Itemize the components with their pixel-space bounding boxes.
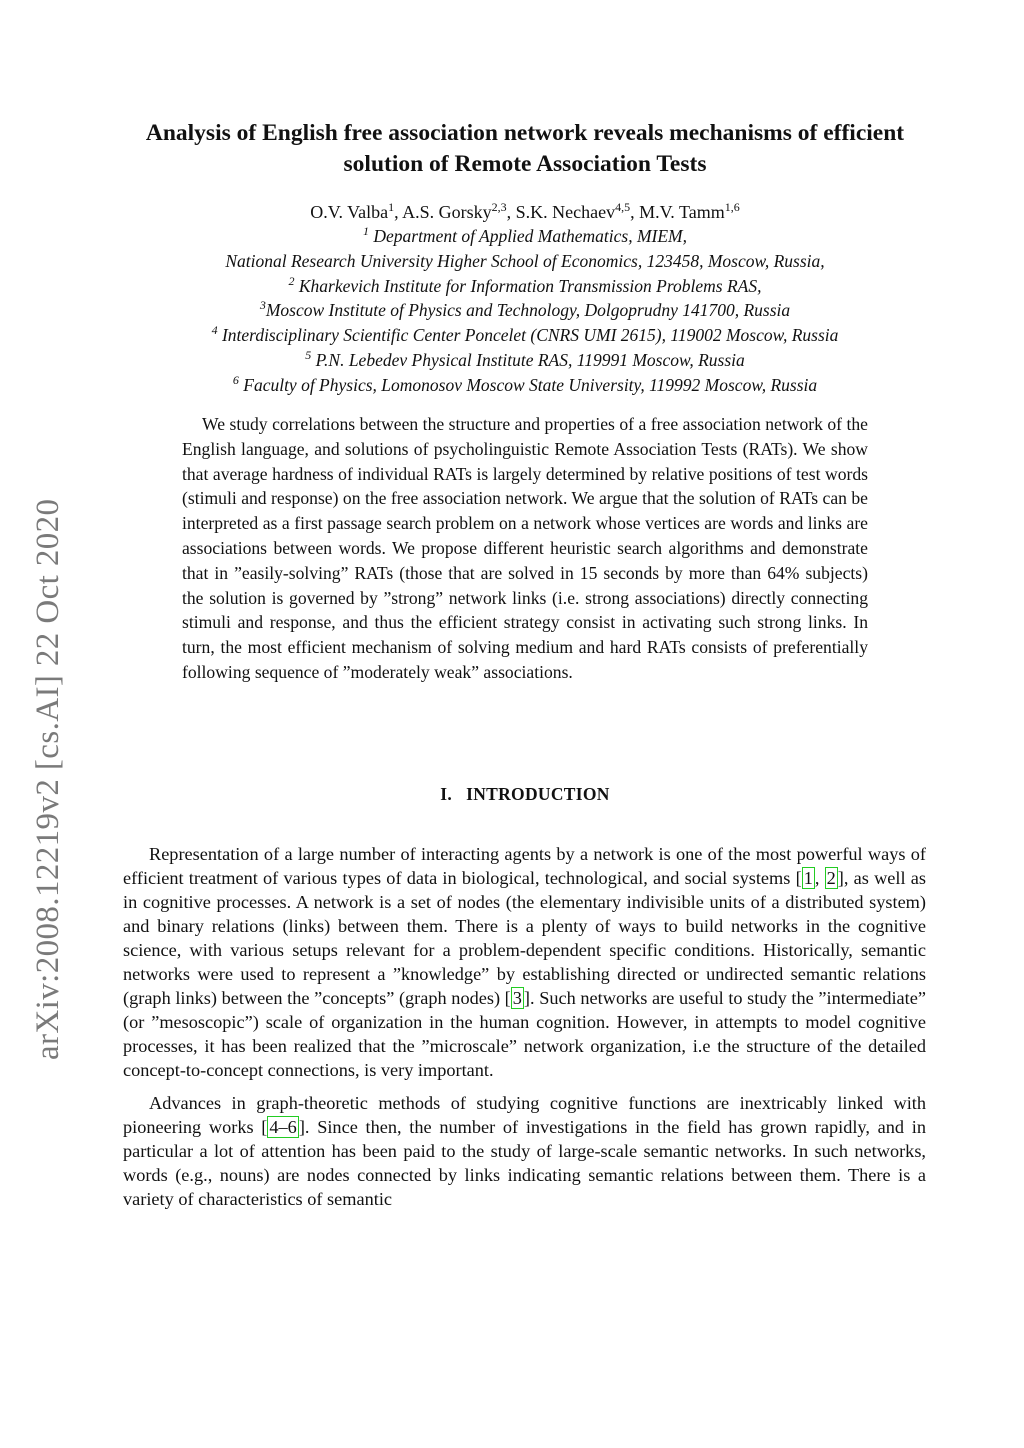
affiliation-sup: 5 [305, 348, 312, 363]
author-list: O.V. Valba$^1$, A.S. Gorsky$^{2,3}$, S.K. Nechaev$^{4,5}$, M.V. Tamm$^{1,6}$ [310, 200, 740, 222]
affiliation-text: National Research University Higher School of Economics, 123458, Moscow, Russia, [225, 250, 825, 271]
affiliation-text: Moscow Institute of Physics and Technology, Dolgoprudny 141700, Russia [265, 300, 791, 321]
affiliation-text: Faculty of Physics, Lomonosov Moscow State University, 119992 Moscow, Russia [243, 374, 818, 395]
paragraph: Representation of a large number of interacting agents by a network is one of the most powerful ways of efficient treatment of various types of data in biological, technological, and social systems [ 1 , 2 ], as well as in cognitive processes. A network is a set of nodes (the elementary indivisible units of a distributed system) and binary relations (links) between them. There is a plenty of ways to build networks in the cognitive science, with various setups relevant for a problem-dependent specific conditions. Historically, semantic networks were used to represent a ”knowledge” by establishing directed or undirected semantic relations (graph links) between the ”concepts” (graph nodes) [ 3 ]. Such networks are useful to study the ”intermediate” (or ”mesoscopic”) scale of organization in the human cognition. However, in attempts to model cognitive processes, it has been realized that the ”microscale” network organization, i.e the structure of the detailed concept-to-concept connections, is very important. [123, 844, 927, 1080]
affiliation-sup: 2 [288, 273, 295, 288]
paragraph-text: . Since then, the number of investigations in the field has grown rapidly, and in particular a lot of attention has been paid to the study of large-scale semantic networks. In such networks, words (e.g., nouns) are nodes connected by links indicating semantic relations between them. There is a variety of characteristics of semantic [123, 1117, 926, 1209]
author-name: A.S. Gorsky [402, 202, 492, 222]
author-affil-sup: 1,6 [724, 200, 740, 214]
affiliation-text: Department of Applied Mathematics, MIEM, [373, 226, 688, 246]
affiliation-text: Interdisciplinary Scientific Center Poncelet (CNRS UMI 2615), 119002 Moscow, Russia [221, 325, 839, 346]
citation-link[interactable]: 4–6 [269, 1117, 297, 1137]
arxiv-identifier-stamp: arXiv:2008.12219v2 [cs.AI] 22 Oct 2020 [30, 498, 66, 1060]
affiliation-line [120, 298, 930, 323]
affiliation-line [120, 323, 930, 348]
author-name: M.V. Tamm [639, 202, 725, 222]
author-affil-sup: 4,5 [615, 200, 631, 214]
abstract-text: We study correlations between the structure and properties of a free association network of the English language, and solutions of psycholinguistic Remote Association Tests (RATs). We show that average hardness of individual RATs is largely determined by relative positions of test words (stimuli and response) on the free association network. We argue that the solution of RATs can be interpreted as a first passage search problem on a network whose vertices are words and links are associations between words. We propose different heuristic search algorithms and demonstrate that in ”easily-solving” RATs (those that are solved in 15 seconds by more than 64% subjects) the solution is governed by ”strong” network links (i.e. strong associations) directly connecting stimuli and response, and thus the efficient strategy consist in activating such strong links. In turn, the most efficient mechanism of solving medium and hard RATs consists of preferentially following sequence of ”moderately weak” associations. [182, 414, 868, 682]
affiliation-line [120, 348, 930, 373]
affiliation-list [120, 224, 930, 398]
section-heading [120, 784, 930, 805]
paragraph-text: . Such networks are useful to study the ”intermediate” (or ”mesoscopic”) scale of organization in the human cognition. However, in attempts to model cognitive processes, it has been realized that the ”microscale” network organization, i.e the structure of the detailed concept-to-concept connections, is very important. [123, 988, 926, 1080]
paper-title: Analysis of English free association network reveals mechanisms of efficient solution of Remote Association Tests [145, 120, 905, 177]
affiliation-sup: 6 [232, 372, 239, 387]
author-affil-sup: 2,3 [491, 200, 507, 214]
affiliation-sup: 1 [362, 224, 369, 239]
section-title: INTRODUCTION [466, 784, 610, 804]
paragraph-text: , as well as in cognitive processes. A network is a set of nodes (the elementary indivisible units of a distributed system) and binary relations (links) between them. There is a plenty of ways to build networks in the cognitive science, with various setups relevant for a problem-dependent specific conditions. Historically, semantic networks were used to represent a ”knowledge” by establishing directed or undirected semantic relations (graph links) between the ”concepts” (graph nodes) [123, 868, 927, 1008]
citation-link[interactable]: 2 [826, 868, 836, 888]
abstract [182, 412, 868, 685]
affiliation-line [120, 224, 930, 249]
affiliation-sup: 3 [259, 298, 266, 313]
affiliation-sup: 4 [211, 323, 218, 338]
title-block [120, 118, 930, 398]
affiliation-line [120, 274, 930, 299]
affiliation-text: Kharkevich Institute for Information Transmission Problems RAS, [298, 275, 762, 296]
citation-link[interactable]: 1 [803, 868, 813, 888]
author-name: O.V. Valba [310, 202, 389, 222]
introduction-body [123, 842, 926, 1220]
section-number: I. [440, 784, 453, 804]
author-name: S.K. Nechaev [515, 202, 616, 222]
paragraph: Advances in graph-theoretic methods of studying cognitive functions are inextricably linked with pioneering works [ 4–6 ]. Since then, the number of investigations in the field has grown rapidly, and in particular a lot of attention has been paid to the study of large-scale semantic networks. In such networks, words (e.g., nouns) are nodes connected by links indicating semantic relations between them. There is a variety of characteristics of semantic [123, 1093, 926, 1209]
citation-link[interactable]: 3 [512, 988, 522, 1008]
paragraph-text: Advances in graph-theoretic methods of studying cognitive functions are inextricably linked with pioneering works [123, 1093, 926, 1137]
author-affil-sup: 1 [388, 200, 395, 214]
affiliation-text: P.N. Lebedev Physical Institute RAS, 119991 Moscow, Russia [315, 349, 745, 370]
citation-separator: , [814, 868, 825, 888]
affiliation-line [120, 249, 930, 274]
paragraph-text: Representation of a large number of interacting agents by a network is one of the most powerful ways of efficient treatment of various types of data in biological, technological, and social systems [123, 844, 926, 888]
affiliation-line [120, 373, 930, 398]
